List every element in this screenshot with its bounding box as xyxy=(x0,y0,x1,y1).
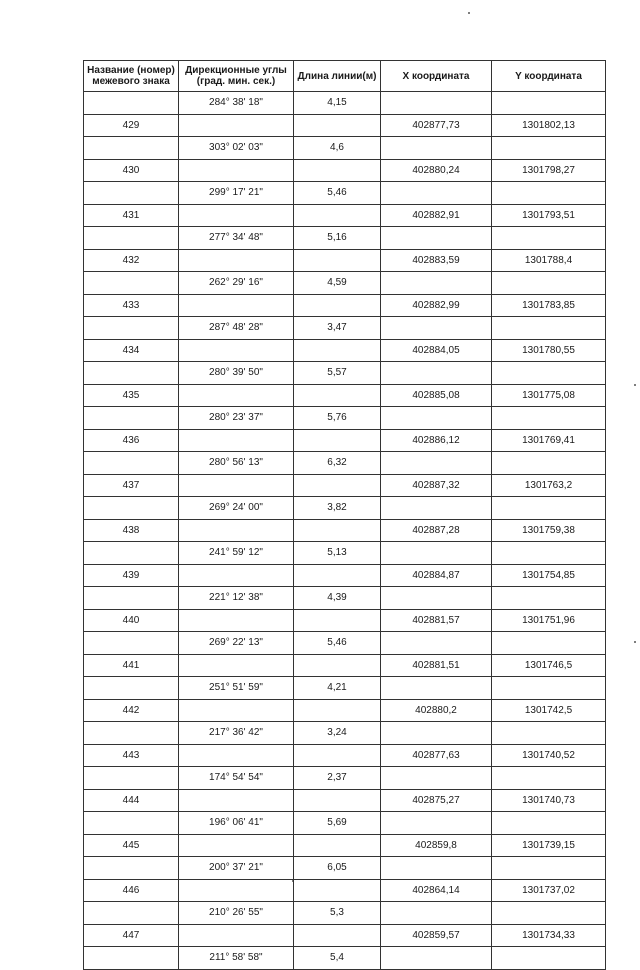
cell-line-length xyxy=(294,159,381,182)
header-row xyxy=(84,61,606,92)
scan-speck xyxy=(634,384,636,386)
table-row xyxy=(84,789,606,812)
cell-y-coordinate: 1301751,96 xyxy=(492,609,606,632)
cell-y-coordinate: 1301737,02 xyxy=(492,879,606,902)
cell-bearing-angle xyxy=(179,204,294,227)
cell-x-coordinate xyxy=(381,857,492,880)
table-row xyxy=(84,609,606,632)
cell-y-coordinate xyxy=(492,947,606,970)
scan-speck xyxy=(468,12,470,14)
cell-mark-name: 429 xyxy=(84,114,179,137)
cell-line-length xyxy=(294,429,381,452)
cell-line-length xyxy=(294,474,381,497)
cell-mark-name xyxy=(84,137,179,160)
cell-bearing-angle: 303° 02' 03" xyxy=(179,137,294,160)
cell-y-coordinate xyxy=(492,722,606,745)
cell-bearing-angle xyxy=(179,294,294,317)
cell-y-coordinate xyxy=(492,452,606,475)
cell-x-coordinate: 402880,2 xyxy=(381,699,492,722)
table-row xyxy=(84,227,606,250)
cell-mark-name xyxy=(84,542,179,565)
cell-bearing-angle: 284° 38' 18" xyxy=(179,92,294,115)
cell-line-length: 4,39 xyxy=(294,587,381,610)
table-row xyxy=(84,429,606,452)
table-row xyxy=(84,587,606,610)
cell-line-length xyxy=(294,384,381,407)
header-bearing-angle: Дирекционные углы (град. мин. сек.) xyxy=(179,61,294,92)
cell-bearing-angle xyxy=(179,339,294,362)
cell-line-length: 4,59 xyxy=(294,272,381,295)
cell-x-coordinate xyxy=(381,272,492,295)
cell-bearing-angle: 251° 51' 59" xyxy=(179,677,294,700)
cell-bearing-angle: 210° 26' 55" xyxy=(179,902,294,925)
cell-y-coordinate xyxy=(492,182,606,205)
table-body xyxy=(84,92,606,970)
cell-x-coordinate: 402887,28 xyxy=(381,519,492,542)
cell-line-length xyxy=(294,609,381,632)
cell-y-coordinate: 1301754,85 xyxy=(492,564,606,587)
cell-mark-name xyxy=(84,767,179,790)
table-row xyxy=(84,947,606,970)
table-header xyxy=(84,61,606,92)
cell-bearing-angle xyxy=(179,609,294,632)
cell-mark-name xyxy=(84,317,179,340)
cell-x-coordinate xyxy=(381,137,492,160)
cell-line-length xyxy=(294,834,381,857)
table-row xyxy=(84,767,606,790)
cell-bearing-angle: 221° 12' 38" xyxy=(179,587,294,610)
cell-bearing-angle: 280° 56' 13" xyxy=(179,452,294,475)
header-boundary-mark-name: Название (номер) межевого знака xyxy=(84,61,179,92)
cell-x-coordinate: 402882,91 xyxy=(381,204,492,227)
cell-mark-name xyxy=(84,587,179,610)
cell-x-coordinate: 402859,8 xyxy=(381,834,492,857)
cell-line-length: 5,76 xyxy=(294,407,381,430)
cell-line-length: 3,24 xyxy=(294,722,381,745)
cell-mark-name: 444 xyxy=(84,789,179,812)
cell-y-coordinate xyxy=(492,677,606,700)
cell-bearing-angle xyxy=(179,879,294,902)
cell-y-coordinate: 1301798,27 xyxy=(492,159,606,182)
cell-y-coordinate: 1301780,55 xyxy=(492,339,606,362)
cell-line-length xyxy=(294,249,381,272)
cell-line-length: 4,6 xyxy=(294,137,381,160)
table-row xyxy=(84,362,606,385)
cell-line-length: 3,82 xyxy=(294,497,381,520)
cell-mark-name xyxy=(84,452,179,475)
cell-y-coordinate: 1301746,5 xyxy=(492,654,606,677)
cell-x-coordinate: 402877,63 xyxy=(381,744,492,767)
cell-mark-name xyxy=(84,812,179,835)
cell-y-coordinate: 1301769,41 xyxy=(492,429,606,452)
cell-line-length: 5,46 xyxy=(294,632,381,655)
cell-line-length xyxy=(294,519,381,542)
cell-x-coordinate xyxy=(381,632,492,655)
cell-bearing-angle: 217° 36' 42" xyxy=(179,722,294,745)
cell-mark-name: 433 xyxy=(84,294,179,317)
table-row xyxy=(84,677,606,700)
cell-mark-name xyxy=(84,272,179,295)
cell-y-coordinate xyxy=(492,272,606,295)
table-row xyxy=(84,317,606,340)
cell-line-length xyxy=(294,654,381,677)
cell-bearing-angle: 211° 58' 58" xyxy=(179,947,294,970)
cell-bearing-angle xyxy=(179,924,294,947)
cell-x-coordinate: 402864,14 xyxy=(381,879,492,902)
cell-x-coordinate xyxy=(381,587,492,610)
table-row xyxy=(84,182,606,205)
cell-y-coordinate: 1301742,5 xyxy=(492,699,606,722)
table-row xyxy=(84,879,606,902)
cell-y-coordinate xyxy=(492,227,606,250)
cell-x-coordinate xyxy=(381,542,492,565)
cell-mark-name: 439 xyxy=(84,564,179,587)
table-row xyxy=(84,632,606,655)
cell-x-coordinate: 402887,32 xyxy=(381,474,492,497)
cell-x-coordinate xyxy=(381,452,492,475)
cell-bearing-angle xyxy=(179,744,294,767)
cell-bearing-angle xyxy=(179,429,294,452)
cell-mark-name: 437 xyxy=(84,474,179,497)
cell-line-length xyxy=(294,744,381,767)
cell-y-coordinate: 1301788,4 xyxy=(492,249,606,272)
cell-y-coordinate xyxy=(492,542,606,565)
cell-x-coordinate xyxy=(381,947,492,970)
cell-mark-name: 434 xyxy=(84,339,179,362)
cell-mark-name: 432 xyxy=(84,249,179,272)
cell-x-coordinate xyxy=(381,92,492,115)
cell-y-coordinate: 1301740,73 xyxy=(492,789,606,812)
table-row xyxy=(84,204,606,227)
table-row xyxy=(84,542,606,565)
cell-x-coordinate: 402875,27 xyxy=(381,789,492,812)
header-x-coordinate: X координата xyxy=(381,61,492,92)
cell-line-length: 5,3 xyxy=(294,902,381,925)
cell-mark-name xyxy=(84,677,179,700)
cell-mark-name: 431 xyxy=(84,204,179,227)
cell-bearing-angle xyxy=(179,654,294,677)
cell-mark-name: 436 xyxy=(84,429,179,452)
cell-mark-name: 446 xyxy=(84,879,179,902)
cell-line-length: 5,69 xyxy=(294,812,381,835)
table-row xyxy=(84,294,606,317)
cell-line-length: 4,15 xyxy=(294,92,381,115)
cell-line-length xyxy=(294,204,381,227)
cell-mark-name xyxy=(84,857,179,880)
cell-mark-name: 438 xyxy=(84,519,179,542)
cell-line-length: 5,4 xyxy=(294,947,381,970)
cell-x-coordinate: 402881,51 xyxy=(381,654,492,677)
table-row xyxy=(84,564,606,587)
table-row xyxy=(84,249,606,272)
cell-y-coordinate: 1301763,2 xyxy=(492,474,606,497)
cell-bearing-angle xyxy=(179,789,294,812)
cell-x-coordinate xyxy=(381,722,492,745)
table-row xyxy=(84,137,606,160)
cell-y-coordinate xyxy=(492,92,606,115)
cell-y-coordinate xyxy=(492,767,606,790)
cell-bearing-angle xyxy=(179,564,294,587)
cell-bearing-angle: 196° 06' 41" xyxy=(179,812,294,835)
cell-x-coordinate xyxy=(381,407,492,430)
cell-bearing-angle xyxy=(179,159,294,182)
cell-y-coordinate xyxy=(492,317,606,340)
cell-bearing-angle xyxy=(179,699,294,722)
cell-bearing-angle: 174° 54' 54" xyxy=(179,767,294,790)
cell-y-coordinate xyxy=(492,497,606,520)
cell-bearing-angle: 269° 24' 00" xyxy=(179,497,294,520)
cell-x-coordinate: 402884,87 xyxy=(381,564,492,587)
cell-x-coordinate: 402884,05 xyxy=(381,339,492,362)
cell-mark-name xyxy=(84,182,179,205)
cell-y-coordinate xyxy=(492,587,606,610)
cell-bearing-angle: 280° 39' 50" xyxy=(179,362,294,385)
cell-y-coordinate: 1301802,13 xyxy=(492,114,606,137)
cell-bearing-angle: 287° 48' 28" xyxy=(179,317,294,340)
cell-bearing-angle: 262° 29' 16" xyxy=(179,272,294,295)
cell-y-coordinate xyxy=(492,137,606,160)
cell-mark-name xyxy=(84,497,179,520)
cell-bearing-angle: 269° 22' 13" xyxy=(179,632,294,655)
cell-line-length xyxy=(294,114,381,137)
table-row xyxy=(84,272,606,295)
cell-x-coordinate: 402877,73 xyxy=(381,114,492,137)
cell-y-coordinate xyxy=(492,632,606,655)
cell-y-coordinate: 1301739,15 xyxy=(492,834,606,857)
cell-bearing-angle xyxy=(179,834,294,857)
cell-line-length xyxy=(294,789,381,812)
cell-line-length: 4,21 xyxy=(294,677,381,700)
table-row xyxy=(84,924,606,947)
cell-mark-name: 435 xyxy=(84,384,179,407)
cell-x-coordinate xyxy=(381,182,492,205)
table-row xyxy=(84,699,606,722)
table-row xyxy=(84,834,606,857)
table-row xyxy=(84,812,606,835)
cell-x-coordinate: 402883,59 xyxy=(381,249,492,272)
cell-mark-name xyxy=(84,362,179,385)
cell-line-length: 3,47 xyxy=(294,317,381,340)
cell-x-coordinate: 402881,57 xyxy=(381,609,492,632)
table-row xyxy=(84,857,606,880)
cell-bearing-angle xyxy=(179,249,294,272)
cell-y-coordinate xyxy=(492,362,606,385)
header-y-coordinate: Y координата xyxy=(492,61,606,92)
survey-coordinates-table xyxy=(83,60,606,970)
cell-mark-name: 441 xyxy=(84,654,179,677)
cell-bearing-angle: 280° 23' 37" xyxy=(179,407,294,430)
table-row xyxy=(84,519,606,542)
cell-bearing-angle: 241° 59' 12" xyxy=(179,542,294,565)
cell-y-coordinate xyxy=(492,407,606,430)
cell-mark-name xyxy=(84,722,179,745)
scan-speck xyxy=(634,641,636,643)
cell-x-coordinate: 402885,08 xyxy=(381,384,492,407)
table-row xyxy=(84,407,606,430)
cell-line-length xyxy=(294,924,381,947)
cell-x-coordinate xyxy=(381,362,492,385)
cell-mark-name: 430 xyxy=(84,159,179,182)
cell-mark-name xyxy=(84,407,179,430)
cell-line-length: 5,57 xyxy=(294,362,381,385)
table-row xyxy=(84,744,606,767)
cell-bearing-angle: 277° 34' 48" xyxy=(179,227,294,250)
cell-line-length: 5,13 xyxy=(294,542,381,565)
table-row xyxy=(84,339,606,362)
cell-mark-name: 447 xyxy=(84,924,179,947)
cell-line-length xyxy=(294,879,381,902)
cell-mark-name xyxy=(84,947,179,970)
table-row xyxy=(84,722,606,745)
cell-bearing-angle: 200° 37' 21" xyxy=(179,857,294,880)
cell-line-length: 6,05 xyxy=(294,857,381,880)
cell-y-coordinate: 1301759,38 xyxy=(492,519,606,542)
table-row xyxy=(84,384,606,407)
table-row xyxy=(84,452,606,475)
cell-y-coordinate: 1301775,08 xyxy=(492,384,606,407)
cell-y-coordinate xyxy=(492,857,606,880)
cell-x-coordinate: 402880,24 xyxy=(381,159,492,182)
cell-line-length: 6,32 xyxy=(294,452,381,475)
cell-y-coordinate: 1301783,85 xyxy=(492,294,606,317)
cell-mark-name: 440 xyxy=(84,609,179,632)
cell-line-length: 2,37 xyxy=(294,767,381,790)
cell-y-coordinate: 1301740,52 xyxy=(492,744,606,767)
cell-bearing-angle: 299° 17' 21" xyxy=(179,182,294,205)
cell-line-length: 5,16 xyxy=(294,227,381,250)
cell-x-coordinate xyxy=(381,812,492,835)
cell-mark-name: 445 xyxy=(84,834,179,857)
cell-mark-name xyxy=(84,632,179,655)
cell-x-coordinate xyxy=(381,677,492,700)
table-row xyxy=(84,114,606,137)
cell-y-coordinate: 1301793,51 xyxy=(492,204,606,227)
cell-y-coordinate xyxy=(492,812,606,835)
cell-x-coordinate xyxy=(381,317,492,340)
cell-line-length xyxy=(294,294,381,317)
table-row xyxy=(84,654,606,677)
cell-line-length xyxy=(294,564,381,587)
table-row xyxy=(84,92,606,115)
table-row xyxy=(84,474,606,497)
cell-line-length xyxy=(294,339,381,362)
cell-bearing-angle xyxy=(179,519,294,542)
cell-x-coordinate: 402859,57 xyxy=(381,924,492,947)
cell-bearing-angle xyxy=(179,474,294,497)
cell-y-coordinate: 1301734,33 xyxy=(492,924,606,947)
cell-mark-name xyxy=(84,227,179,250)
header-line-length: Длина линии(м) xyxy=(294,61,381,92)
cell-x-coordinate xyxy=(381,767,492,790)
table-row xyxy=(84,159,606,182)
cell-mark-name: 443 xyxy=(84,744,179,767)
cell-bearing-angle xyxy=(179,114,294,137)
cell-x-coordinate xyxy=(381,227,492,250)
cell-x-coordinate xyxy=(381,497,492,520)
cell-mark-name xyxy=(84,92,179,115)
cell-x-coordinate: 402882,99 xyxy=(381,294,492,317)
cell-x-coordinate: 402886,12 xyxy=(381,429,492,452)
cell-line-length: 5,46 xyxy=(294,182,381,205)
table-row xyxy=(84,497,606,520)
cell-bearing-angle xyxy=(179,384,294,407)
cell-mark-name: 442 xyxy=(84,699,179,722)
cell-line-length xyxy=(294,699,381,722)
